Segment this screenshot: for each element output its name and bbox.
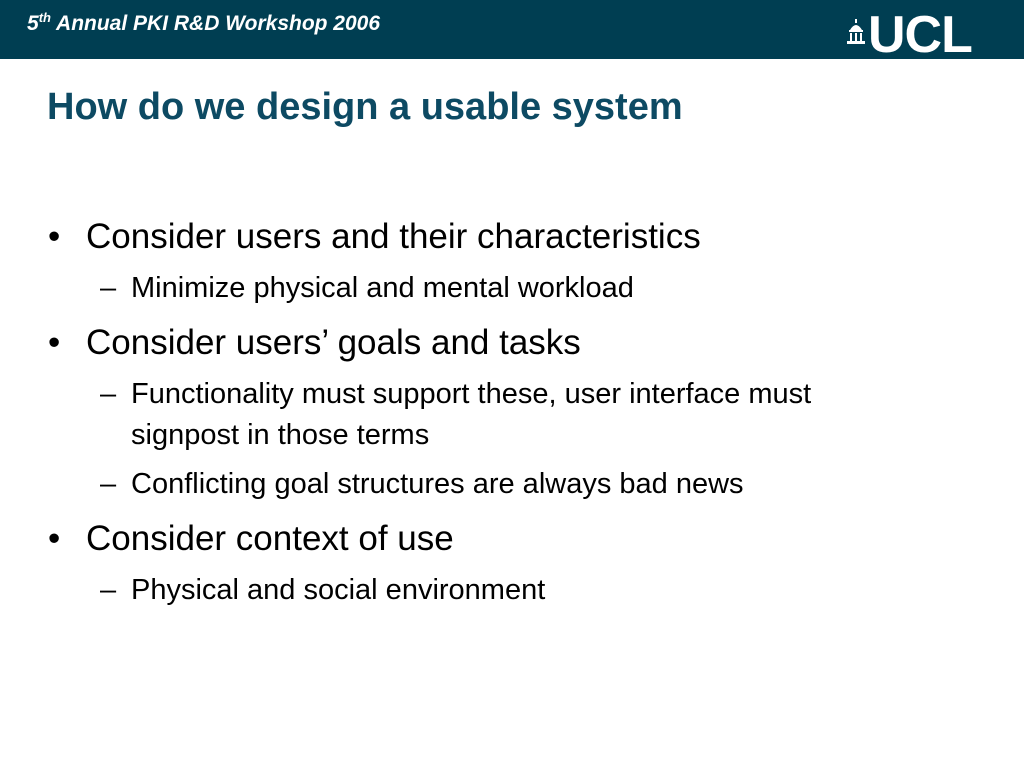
dash-marker: – (100, 574, 117, 606)
workshop-title-rest: Annual PKI R&D Workshop 2006 (50, 12, 381, 35)
ucl-logo (846, 6, 994, 64)
portico-dome-icon (846, 19, 866, 47)
header-banner (0, 0, 1024, 64)
workshop-name (27, 12, 380, 36)
bullet-marker: • (48, 519, 61, 558)
bullet-text: Consider users’ goals and tasks (86, 323, 581, 362)
ucl-logo-text: UCL (868, 6, 972, 64)
slide-title: How do we design a usable system (47, 86, 683, 128)
dash-marker: – (100, 468, 117, 500)
workshop-ordinal-suffix: th (38, 10, 51, 25)
sub-bullet-text: Minimize physical and mental workload (131, 272, 634, 304)
workshop-ordinal-number: 5 (27, 12, 39, 35)
bullet-text: Consider users and their characteristics (86, 217, 701, 256)
dash-marker: – (100, 378, 117, 410)
sub-bullet-text: signpost in those terms (131, 419, 430, 451)
bullet-marker: • (48, 217, 61, 256)
sub-bullet-text: Functionality must support these, user interface must (131, 378, 812, 410)
sub-bullet-text: Physical and social environment (131, 574, 546, 606)
bullet-text: Consider context of use (86, 519, 454, 558)
bullet-marker: • (48, 323, 61, 362)
sub-bullet-text: Conflicting goal structures are always bad news (131, 468, 744, 500)
dash-marker: – (100, 272, 117, 304)
